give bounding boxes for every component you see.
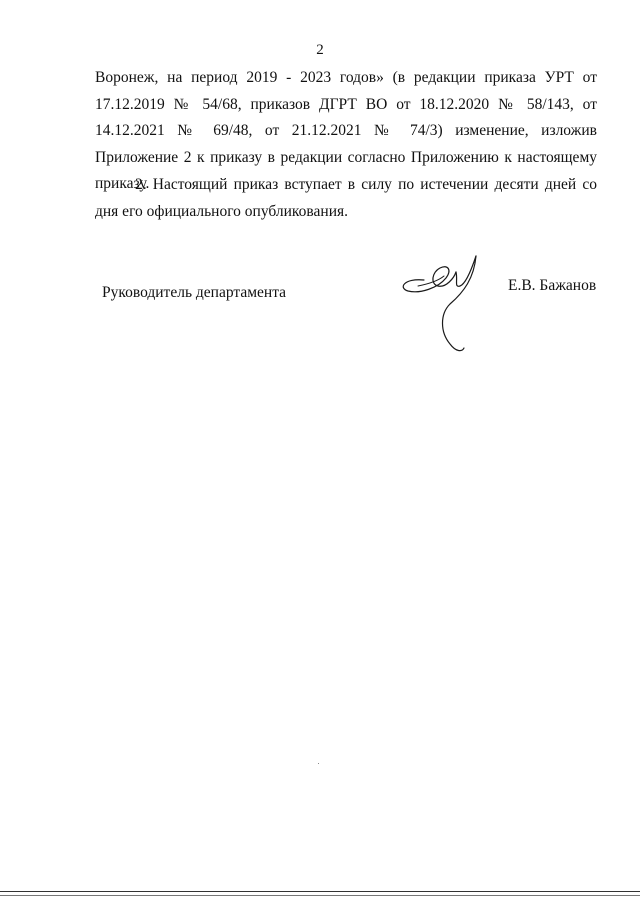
body-paragraph-1: Воронеж, на период 2019 - 2023 годов» (в редакции приказа УРТ от 17.12.2019 № 54/68, приказов ДГРТ ВО от 18.12.2020 № 58/143, от 14.12.2021 № 69/48, от 21.12.2021 № 74/3) изменение, изложив Приложение 2 к приказу в редакции согласно Приложению к настоящему приказу. <box>95 69 597 193</box>
scan-edge-line <box>0 891 640 892</box>
scan-edge-line-secondary <box>0 895 640 896</box>
signer-position-title: Руководитель департамента <box>102 284 287 301</box>
scan-speck <box>318 763 319 764</box>
page-number: 2 <box>316 42 324 58</box>
body-paragraph-2: 2. Настоящий приказ вступает в силу по истечении десяти дней со дня его официального опубликования. <box>95 176 597 220</box>
handwritten-signature <box>394 248 494 360</box>
signer-name: Е.В. Бажанов <box>508 277 597 294</box>
